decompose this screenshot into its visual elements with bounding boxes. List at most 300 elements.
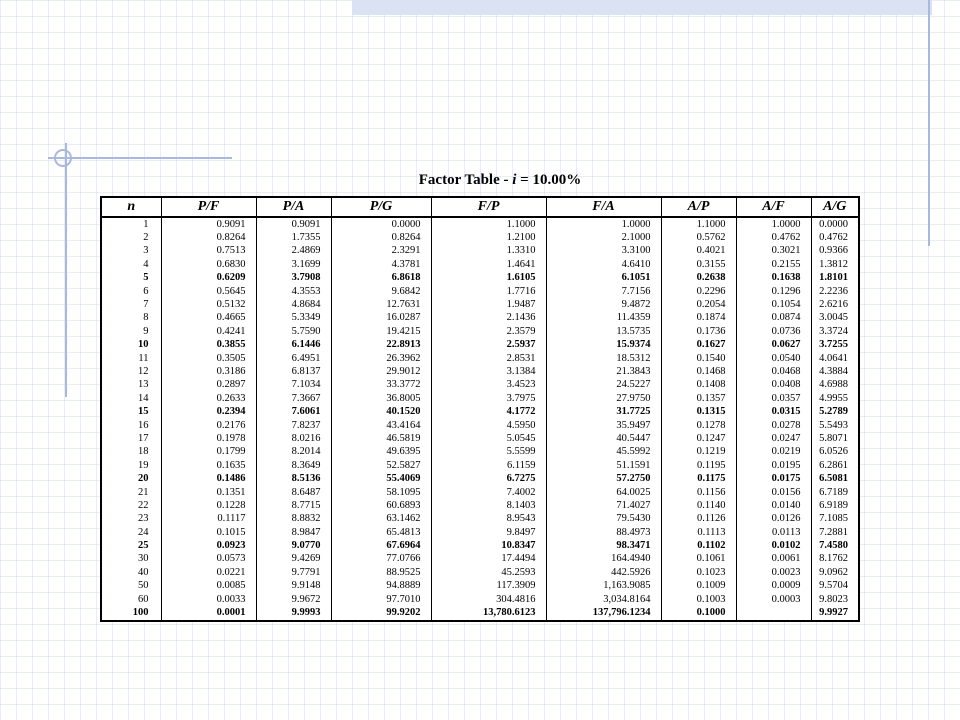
table-row xyxy=(101,365,859,378)
cell-f-a: 7.7156 xyxy=(546,285,661,298)
cell-a-p: 0.1195 xyxy=(661,459,736,472)
cell-f-p: 6.1159 xyxy=(431,459,546,472)
cell-p-g: 97.7010 xyxy=(331,593,431,606)
cell-p-f: 0.3855 xyxy=(161,339,256,352)
cell-n: 24 xyxy=(138,526,149,538)
cell-f-a: 45.5992 xyxy=(546,446,661,459)
cell-a-g: 6.0526 xyxy=(811,446,859,459)
cell-p-a: 4.8684 xyxy=(256,298,331,311)
cell-a-g: 0.9366 xyxy=(811,245,859,258)
cell-a-f: 0.0219 xyxy=(736,446,811,459)
cell-f-p: 3.7975 xyxy=(431,392,546,405)
cell-f-a: 15.9374 xyxy=(546,339,661,352)
cell-p-g: 94.8889 xyxy=(331,580,431,593)
cell-a-f: 0.0468 xyxy=(736,365,811,378)
header-n: n xyxy=(101,197,161,217)
cell-p-a: 9.7791 xyxy=(256,566,331,579)
cell-f-p: 2.1436 xyxy=(431,312,546,325)
cell-p-f: 0.5132 xyxy=(161,298,256,311)
cell-a-p: 0.1247 xyxy=(661,432,736,445)
cell-p-a: 8.8832 xyxy=(256,513,331,526)
cell-p-f: 0.4665 xyxy=(161,312,256,325)
cell-a-g: 5.2789 xyxy=(811,405,859,418)
cell-p-a: 7.1034 xyxy=(256,379,331,392)
cell-p-g: 40.1520 xyxy=(331,405,431,418)
cell-p-a: 7.8237 xyxy=(256,419,331,432)
header-p-f: P/F xyxy=(161,197,256,217)
table-row xyxy=(101,405,859,418)
header-f-p: F/P xyxy=(431,197,546,217)
cell-f-p: 2.8531 xyxy=(431,352,546,365)
cell-p-g: 60.6893 xyxy=(331,499,431,512)
cell-a-f: 0.0140 xyxy=(736,499,811,512)
cell-f-p: 1.6105 xyxy=(431,272,546,285)
cell-p-a: 7.6061 xyxy=(256,405,331,418)
header-a-g: A/G xyxy=(811,197,859,217)
table-row xyxy=(101,419,859,432)
cell-f-p: 3.4523 xyxy=(431,379,546,392)
cell-p-g: 52.5827 xyxy=(331,459,431,472)
cell-a-p: 0.1874 xyxy=(661,312,736,325)
cell-a-f: 0.1296 xyxy=(736,285,811,298)
cell-n: 15 xyxy=(138,406,149,418)
cell-a-f: 0.0061 xyxy=(736,553,811,566)
cell-f-p: 17.4494 xyxy=(431,553,546,566)
cell-a-g: 9.5704 xyxy=(811,580,859,593)
cell-p-f: 0.0573 xyxy=(161,553,256,566)
cell-f-a: 164.4940 xyxy=(546,553,661,566)
cell-p-f: 0.0033 xyxy=(161,593,256,606)
cell-a-p: 0.1156 xyxy=(661,486,736,499)
cell-p-f: 0.2176 xyxy=(161,419,256,432)
cell-f-a: 13.5735 xyxy=(546,325,661,338)
cell-p-a: 9.9993 xyxy=(256,606,331,620)
cell-p-g: 6.8618 xyxy=(331,272,431,285)
cell-p-g: 36.8005 xyxy=(331,392,431,405)
cell-f-a: 71.4027 xyxy=(546,499,661,512)
cell-f-a: 6.1051 xyxy=(546,272,661,285)
cell-n: 6 xyxy=(143,285,149,297)
cell-n: 21 xyxy=(138,486,149,498)
cell-p-g: 33.3772 xyxy=(331,379,431,392)
factor-table xyxy=(100,196,860,622)
cell-p-f: 0.7513 xyxy=(161,245,256,258)
cell-p-f: 0.2394 xyxy=(161,405,256,418)
cell-a-f: 0.3021 xyxy=(736,245,811,258)
table-row xyxy=(101,298,859,311)
table-row xyxy=(101,459,859,472)
cell-p-g: 58.1095 xyxy=(331,486,431,499)
cell-n: 25 xyxy=(138,540,149,552)
cell-a-f: 0.0195 xyxy=(736,459,811,472)
table-row xyxy=(101,539,859,552)
cell-p-f: 0.1117 xyxy=(161,513,256,526)
cell-p-a: 5.7590 xyxy=(256,325,331,338)
cell-f-p: 2.3579 xyxy=(431,325,546,338)
cell-f-p: 13,780.6123 xyxy=(431,606,546,620)
cell-a-p: 0.1219 xyxy=(661,446,736,459)
cell-a-f: 0.0408 xyxy=(736,379,811,392)
cell-p-a: 6.1446 xyxy=(256,339,331,352)
cell-p-f: 0.3186 xyxy=(161,365,256,378)
cell-f-a: 24.5227 xyxy=(546,379,661,392)
cell-p-a: 3.7908 xyxy=(256,272,331,285)
cell-p-g: 46.5819 xyxy=(331,432,431,445)
table-row xyxy=(101,258,859,271)
cell-a-g: 9.8023 xyxy=(811,593,859,606)
cell-a-g: 6.5081 xyxy=(811,472,859,485)
cell-p-g: 2.3291 xyxy=(331,245,431,258)
cell-a-g: 0.0000 xyxy=(811,217,859,231)
cell-p-g: 63.1462 xyxy=(331,513,431,526)
cell-a-g: 8.1762 xyxy=(811,553,859,566)
cell-n: 22 xyxy=(138,499,149,511)
cell-p-a: 9.0770 xyxy=(256,539,331,552)
top-accent-bar xyxy=(352,0,932,15)
table-body xyxy=(101,217,859,621)
cell-a-f: 0.0874 xyxy=(736,312,811,325)
cell-p-f: 0.2897 xyxy=(161,379,256,392)
cell-a-p: 0.1736 xyxy=(661,325,736,338)
cell-a-p: 0.1009 xyxy=(661,580,736,593)
table-row xyxy=(101,446,859,459)
cell-a-f: 0.0736 xyxy=(736,325,811,338)
cell-n: 8 xyxy=(143,312,149,324)
cell-f-a: 98.3471 xyxy=(546,539,661,552)
cell-f-p: 8.9543 xyxy=(431,513,546,526)
table-title xyxy=(400,172,600,189)
cell-a-f: 0.0278 xyxy=(736,419,811,432)
cell-f-p: 45.2593 xyxy=(431,566,546,579)
cell-f-a: 3.3100 xyxy=(546,245,661,258)
cell-a-p: 0.1023 xyxy=(661,566,736,579)
cell-p-g: 55.4069 xyxy=(331,472,431,485)
cell-a-g: 9.0962 xyxy=(811,566,859,579)
cell-f-a: 11.4359 xyxy=(546,312,661,325)
cell-f-a: 2.1000 xyxy=(546,231,661,244)
cell-p-f: 0.6830 xyxy=(161,258,256,271)
cell-a-g: 3.0045 xyxy=(811,312,859,325)
cell-a-f: 0.0315 xyxy=(736,405,811,418)
cell-a-g: 1.3812 xyxy=(811,258,859,271)
table-row xyxy=(101,526,859,539)
cell-p-g: 77.0766 xyxy=(331,553,431,566)
cell-p-f: 0.8264 xyxy=(161,231,256,244)
cell-p-a: 7.3667 xyxy=(256,392,331,405)
cell-n: 10 xyxy=(138,339,149,351)
cell-p-f: 0.0001 xyxy=(161,606,256,620)
cell-f-p: 1.7716 xyxy=(431,285,546,298)
cell-n: 11 xyxy=(138,352,149,364)
cell-a-g: 4.3884 xyxy=(811,365,859,378)
table-row xyxy=(101,231,859,244)
cell-f-p: 8.1403 xyxy=(431,499,546,512)
cell-f-p: 4.1772 xyxy=(431,405,546,418)
cell-p-a: 1.7355 xyxy=(256,231,331,244)
cell-f-p: 6.7275 xyxy=(431,472,546,485)
table-row xyxy=(101,486,859,499)
cell-n: 14 xyxy=(138,392,149,404)
cell-p-a: 8.7715 xyxy=(256,499,331,512)
cell-a-p: 0.5762 xyxy=(661,231,736,244)
cell-p-a: 4.3553 xyxy=(256,285,331,298)
cell-p-f: 0.1228 xyxy=(161,499,256,512)
table-row xyxy=(101,432,859,445)
cell-n: 17 xyxy=(138,432,149,444)
cell-a-p: 0.1140 xyxy=(661,499,736,512)
cell-n: 13 xyxy=(138,379,149,391)
cell-f-p: 5.0545 xyxy=(431,432,546,445)
table-row xyxy=(101,499,859,512)
cell-p-f: 0.0923 xyxy=(161,539,256,552)
cell-n: 2 xyxy=(143,232,149,244)
table-row xyxy=(101,352,859,365)
cell-a-f: 0.0627 xyxy=(736,339,811,352)
title-variable: i xyxy=(512,172,517,188)
cell-f-a: 9.4872 xyxy=(546,298,661,311)
cell-p-g: 19.4215 xyxy=(331,325,431,338)
cell-f-a: 31.7725 xyxy=(546,405,661,418)
cell-f-a: 1.0000 xyxy=(546,217,661,231)
cell-a-p: 0.2296 xyxy=(661,285,736,298)
cell-p-g: 67.6964 xyxy=(331,539,431,552)
cell-f-p: 4.5950 xyxy=(431,419,546,432)
cell-p-g: 49.6395 xyxy=(331,446,431,459)
cell-a-p: 0.1357 xyxy=(661,392,736,405)
cell-p-f: 0.1978 xyxy=(161,432,256,445)
cell-p-a: 8.3649 xyxy=(256,459,331,472)
cell-n: 4 xyxy=(143,258,149,270)
table-row xyxy=(101,472,859,485)
cell-p-a: 2.4869 xyxy=(256,245,331,258)
table-row xyxy=(101,580,859,593)
cell-a-p: 1.1000 xyxy=(661,217,736,231)
cell-f-p: 10.8347 xyxy=(431,539,546,552)
cell-p-a: 9.9672 xyxy=(256,593,331,606)
cell-p-f: 0.1799 xyxy=(161,446,256,459)
cell-a-g: 2.2236 xyxy=(811,285,859,298)
cell-n: 9 xyxy=(143,325,149,337)
cell-p-g: 0.8264 xyxy=(331,231,431,244)
cell-n: 5 xyxy=(143,272,149,284)
cell-p-f: 0.1351 xyxy=(161,486,256,499)
cell-a-g: 4.9955 xyxy=(811,392,859,405)
cell-p-f: 0.9091 xyxy=(161,217,256,231)
cell-a-g: 4.6988 xyxy=(811,379,859,392)
cell-a-f: 0.0009 xyxy=(736,580,811,593)
cell-n: 1 xyxy=(143,218,149,230)
title-suffix: = 10.00% xyxy=(516,172,582,188)
cell-a-f: 0.1054 xyxy=(736,298,811,311)
cell-a-g: 7.4580 xyxy=(811,539,859,552)
table-row xyxy=(101,285,859,298)
cell-a-f: 0.0540 xyxy=(736,352,811,365)
cell-a-f: 0.0102 xyxy=(736,539,811,552)
cell-a-g: 5.5493 xyxy=(811,419,859,432)
table-row xyxy=(101,606,859,620)
cell-f-a: 79.5430 xyxy=(546,513,661,526)
cell-a-p: 0.1408 xyxy=(661,379,736,392)
header-p-a: P/A xyxy=(256,197,331,217)
cell-p-g: 29.9012 xyxy=(331,365,431,378)
cell-f-a: 40.5447 xyxy=(546,432,661,445)
cell-n: 3 xyxy=(143,245,149,257)
cell-n: 16 xyxy=(138,419,149,431)
cell-p-g: 22.8913 xyxy=(331,339,431,352)
cell-a-g: 4.0641 xyxy=(811,352,859,365)
crosshair-circle-icon xyxy=(55,150,71,166)
cell-f-p: 5.5599 xyxy=(431,446,546,459)
cell-a-p: 0.1278 xyxy=(661,419,736,432)
cell-p-g: 43.4164 xyxy=(331,419,431,432)
cell-p-g: 26.3962 xyxy=(331,352,431,365)
cell-p-g: 0.0000 xyxy=(331,217,431,231)
cell-f-p: 2.5937 xyxy=(431,339,546,352)
cell-p-a: 9.9148 xyxy=(256,580,331,593)
cell-a-f: 0.4762 xyxy=(736,231,811,244)
cell-a-g: 0.4762 xyxy=(811,231,859,244)
cell-f-a: 1,163.9085 xyxy=(546,580,661,593)
header-row xyxy=(101,197,859,217)
cell-p-g: 99.9202 xyxy=(331,606,431,620)
cell-f-a: 57.2750 xyxy=(546,472,661,485)
cell-n: 100 xyxy=(132,607,149,619)
cell-f-a: 51.1591 xyxy=(546,459,661,472)
cell-n: 23 xyxy=(138,513,149,525)
cell-p-f: 0.0221 xyxy=(161,566,256,579)
header-p-g: P/G xyxy=(331,197,431,217)
cell-p-f: 0.3505 xyxy=(161,352,256,365)
cell-n: 18 xyxy=(138,446,149,458)
cell-p-f: 0.4241 xyxy=(161,325,256,338)
cell-a-p: 0.1000 xyxy=(661,606,736,620)
cell-f-p: 1.4641 xyxy=(431,258,546,271)
cell-a-f: 0.2155 xyxy=(736,258,811,271)
cell-a-g: 3.7255 xyxy=(811,339,859,352)
table-row xyxy=(101,325,859,338)
cell-p-f: 0.0085 xyxy=(161,580,256,593)
cell-f-a: 4.6410 xyxy=(546,258,661,271)
cell-f-p: 9.8497 xyxy=(431,526,546,539)
table-row xyxy=(101,245,859,258)
cell-f-a: 27.9750 xyxy=(546,392,661,405)
cell-a-p: 0.1627 xyxy=(661,339,736,352)
table-row xyxy=(101,392,859,405)
cell-p-g: 12.7631 xyxy=(331,298,431,311)
cell-a-f: 1.0000 xyxy=(736,217,811,231)
cell-p-a: 8.5136 xyxy=(256,472,331,485)
cell-a-p: 0.1102 xyxy=(661,539,736,552)
table-row xyxy=(101,593,859,606)
cell-a-f: 0.0175 xyxy=(736,472,811,485)
cell-p-f: 0.2633 xyxy=(161,392,256,405)
cell-a-p: 0.1175 xyxy=(661,472,736,485)
cell-a-p: 0.2054 xyxy=(661,298,736,311)
table-row xyxy=(101,379,859,392)
cell-a-g: 9.9927 xyxy=(811,606,859,620)
cell-f-a: 64.0025 xyxy=(546,486,661,499)
cell-a-p: 0.1113 xyxy=(661,526,736,539)
cell-a-g: 3.3724 xyxy=(811,325,859,338)
cell-a-p: 0.1126 xyxy=(661,513,736,526)
table-row xyxy=(101,312,859,325)
cell-p-f: 0.1486 xyxy=(161,472,256,485)
cell-a-p: 0.1540 xyxy=(661,352,736,365)
cell-a-p: 0.2638 xyxy=(661,272,736,285)
cell-a-f: 0.0023 xyxy=(736,566,811,579)
header-a-p: A/P xyxy=(661,197,736,217)
cell-p-a: 8.6487 xyxy=(256,486,331,499)
cell-p-f: 0.1015 xyxy=(161,526,256,539)
cell-a-f: 0.1638 xyxy=(736,272,811,285)
cell-a-g: 1.8101 xyxy=(811,272,859,285)
cell-p-g: 9.6842 xyxy=(331,285,431,298)
cell-n: 50 xyxy=(138,580,149,592)
title-prefix: Factor Table - xyxy=(418,172,513,188)
cell-p-a: 0.9091 xyxy=(256,217,331,231)
cell-n: 30 xyxy=(138,553,149,565)
table-row xyxy=(101,272,859,285)
cell-n: 60 xyxy=(138,593,149,605)
table-row xyxy=(101,513,859,526)
cell-p-a: 6.4951 xyxy=(256,352,331,365)
cell-f-a: 137,796.1234 xyxy=(546,606,661,620)
cell-a-p: 0.4021 xyxy=(661,245,736,258)
cell-a-g: 6.7189 xyxy=(811,486,859,499)
header-f-a: F/A xyxy=(546,197,661,217)
cell-a-g: 6.2861 xyxy=(811,459,859,472)
table-row xyxy=(101,566,859,579)
table-row xyxy=(101,217,859,231)
cell-a-f: 0.0247 xyxy=(736,432,811,445)
cell-p-g: 65.4813 xyxy=(331,526,431,539)
cell-n: 20 xyxy=(138,473,149,485)
cell-p-a: 5.3349 xyxy=(256,312,331,325)
cell-f-p: 1.1000 xyxy=(431,217,546,231)
cell-a-p: 0.1061 xyxy=(661,553,736,566)
cell-a-p: 0.1315 xyxy=(661,405,736,418)
cell-p-a: 8.0216 xyxy=(256,432,331,445)
cell-a-f: 0.0156 xyxy=(736,486,811,499)
cell-f-p: 304.4816 xyxy=(431,593,546,606)
cell-f-p: 1.9487 xyxy=(431,298,546,311)
table-row xyxy=(101,339,859,352)
table-row xyxy=(101,553,859,566)
cell-f-a: 88.4973 xyxy=(546,526,661,539)
cell-a-g: 5.8071 xyxy=(811,432,859,445)
header-a-f: A/F xyxy=(736,197,811,217)
cell-f-p: 117.3909 xyxy=(431,580,546,593)
cell-p-f: 0.5645 xyxy=(161,285,256,298)
cell-n: 40 xyxy=(138,566,149,578)
cell-a-g: 6.9189 xyxy=(811,499,859,512)
cell-p-a: 8.2014 xyxy=(256,446,331,459)
cell-a-f: 0.0126 xyxy=(736,513,811,526)
cell-p-g: 16.0287 xyxy=(331,312,431,325)
cell-a-f: 0.0357 xyxy=(736,392,811,405)
cell-a-p: 0.1468 xyxy=(661,365,736,378)
cell-f-a: 18.5312 xyxy=(546,352,661,365)
cell-f-p: 3.1384 xyxy=(431,365,546,378)
cell-p-a: 6.8137 xyxy=(256,365,331,378)
cell-f-a: 442.5926 xyxy=(546,566,661,579)
cell-n: 19 xyxy=(138,459,149,471)
cell-a-p: 0.1003 xyxy=(661,593,736,606)
cell-p-g: 4.3781 xyxy=(331,258,431,271)
cell-p-a: 3.1699 xyxy=(256,258,331,271)
cell-a-g: 2.6216 xyxy=(811,298,859,311)
cell-a-g: 7.1085 xyxy=(811,513,859,526)
